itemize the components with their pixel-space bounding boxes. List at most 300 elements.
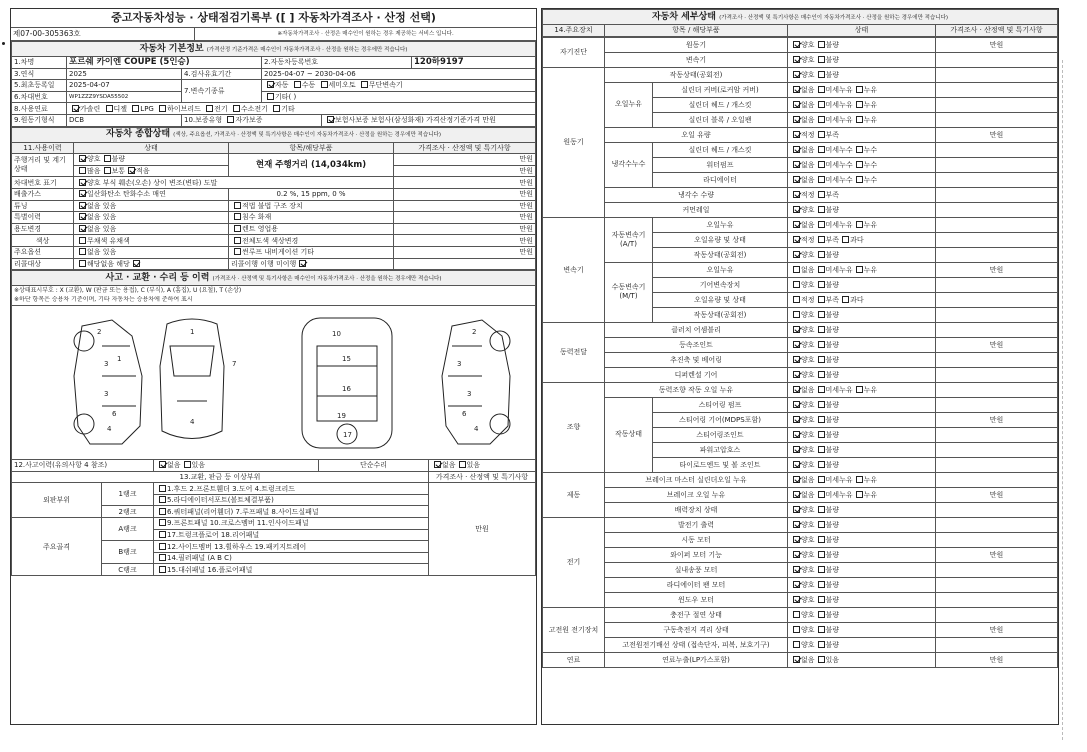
- recall-label: 리콜대상: [12, 258, 74, 270]
- checkbox-icon[interactable]: [818, 371, 825, 378]
- checkbox-icon[interactable]: [159, 554, 166, 561]
- rankA-items2-text: 17.트렁크플로어 18.리어패널: [167, 530, 260, 539]
- checkbox-icon[interactable]: [793, 611, 800, 618]
- part-status: [788, 247, 936, 262]
- fuel-label: 8.사용연료: [12, 103, 67, 115]
- part-label: 작동상태(공회전): [653, 247, 788, 262]
- part-label: 실내송풍 모터: [605, 562, 788, 577]
- doc-number: 제07-00-305363호: [11, 28, 195, 41]
- part-price: 만원: [936, 487, 1058, 502]
- rankB-items2-text: 14.필러패널 (A B C): [167, 554, 232, 563]
- svg-text:4: 4: [107, 425, 112, 434]
- checkbox-icon[interactable]: [128, 167, 135, 174]
- checkbox-icon[interactable]: [793, 521, 800, 528]
- status-option-label: 누유: [863, 85, 878, 94]
- checkbox-icon[interactable]: [856, 491, 863, 498]
- checkbox-icon[interactable]: [793, 41, 800, 48]
- checkbox-icon[interactable]: [818, 266, 825, 273]
- year-label: 3.연식: [12, 68, 67, 80]
- checkbox-icon[interactable]: [793, 596, 800, 603]
- part-label: 냉각수 수량: [605, 187, 788, 202]
- checkbox-icon[interactable]: [793, 401, 800, 408]
- checkbox-icon[interactable]: [818, 176, 825, 183]
- car-diagram: [12, 306, 536, 460]
- checkbox-icon[interactable]: [361, 81, 368, 88]
- checkbox-icon[interactable]: [267, 81, 274, 88]
- part-status: [788, 217, 936, 232]
- checkbox-icon[interactable]: [793, 371, 800, 378]
- part-price: [936, 322, 1058, 337]
- checkbox-icon[interactable]: [294, 81, 301, 88]
- checkbox-icon[interactable]: [793, 476, 800, 483]
- accident-label: 12.사고이력(유의사항 4 참조): [12, 460, 154, 472]
- detail-row: [543, 202, 1058, 217]
- checkbox-icon[interactable]: [818, 506, 825, 513]
- checkbox-icon[interactable]: [818, 401, 825, 408]
- checkbox-icon[interactable]: [818, 611, 825, 618]
- status-option-label: 있음: [825, 655, 840, 664]
- checkbox-icon[interactable]: [793, 416, 800, 423]
- checkbox-icon[interactable]: [793, 626, 800, 633]
- part-price: [936, 427, 1058, 442]
- checkbox-icon[interactable]: [79, 190, 86, 197]
- part-price: [936, 187, 1058, 202]
- checkbox-icon[interactable]: [818, 461, 825, 468]
- part-status: [788, 37, 936, 52]
- status-option-label: 없음: [801, 265, 815, 274]
- status-option-label: 양호: [801, 250, 815, 259]
- checkbox-icon[interactable]: [856, 161, 863, 168]
- checkbox-icon[interactable]: [793, 86, 800, 93]
- usage-change-state: [74, 223, 229, 235]
- checkbox-icon[interactable]: [818, 251, 825, 258]
- checkbox-icon[interactable]: [818, 221, 825, 228]
- checkbox-icon[interactable]: [818, 86, 825, 93]
- checkbox-icon[interactable]: [79, 237, 86, 244]
- detail-row: [543, 367, 1058, 382]
- part-label: 동력조향 작동 오일 누유: [605, 382, 788, 397]
- checkbox-icon[interactable]: [321, 81, 328, 88]
- svg-text:10: 10: [332, 330, 341, 339]
- part-price: [936, 607, 1058, 622]
- part-label: 워터펌프: [653, 157, 788, 172]
- status-option-label: 양호: [801, 550, 815, 559]
- detail-body: [542, 37, 1058, 668]
- trans-manual: 수동: [301, 81, 316, 90]
- part-price: [936, 457, 1058, 472]
- header-table: [11, 27, 536, 41]
- checkbox-icon[interactable]: [818, 656, 825, 663]
- checkbox-icon[interactable]: [818, 131, 825, 138]
- checkbox-icon[interactable]: [818, 71, 825, 78]
- checkbox-icon[interactable]: [793, 311, 800, 318]
- simple-none: 없음: [442, 461, 456, 470]
- checkbox-icon[interactable]: [159, 531, 166, 538]
- checkbox-icon[interactable]: [793, 431, 800, 438]
- outer-label: 외판부위: [12, 483, 102, 518]
- part-label: 타이로드엔드 및 볼 조인트: [653, 457, 788, 472]
- part-status: [788, 532, 936, 547]
- mileage-value: 현재 주행거리 (14,034km): [229, 154, 394, 177]
- checkbox-icon[interactable]: [132, 105, 139, 112]
- checkbox-icon[interactable]: [267, 93, 274, 100]
- checkbox-icon[interactable]: [818, 281, 825, 288]
- checkbox-icon[interactable]: [856, 146, 863, 153]
- status-option-label: 양호: [801, 205, 815, 214]
- checkbox-icon[interactable]: [793, 281, 800, 288]
- checkbox-icon[interactable]: [793, 641, 800, 648]
- part-price: [936, 532, 1058, 547]
- checkbox-icon[interactable]: [133, 260, 140, 267]
- checkbox-icon[interactable]: [793, 71, 800, 78]
- checkbox-icon[interactable]: [459, 461, 466, 468]
- checkbox-icon[interactable]: [273, 105, 280, 112]
- plate-value: 120하9197: [412, 57, 536, 69]
- col-item: 항목/해당부품: [229, 142, 394, 154]
- checkbox-icon[interactable]: [793, 296, 800, 303]
- detail-row: [543, 472, 1058, 487]
- checkbox-icon[interactable]: [234, 225, 241, 232]
- part-status: [788, 592, 936, 607]
- legend-note-1: ※상태표시부호 : X (교환), W (판금 또는 용접), C (부식), A (흠집), U (요철), T (손상): [12, 286, 536, 296]
- rankC-label: C랭크: [102, 564, 154, 576]
- checkbox-icon[interactable]: [818, 161, 825, 168]
- status-option-label: 없음: [801, 145, 815, 154]
- checkbox-icon[interactable]: [818, 641, 825, 648]
- checkbox-icon[interactable]: [793, 341, 800, 348]
- detail-row: [543, 577, 1058, 592]
- checkbox-icon[interactable]: [818, 521, 825, 528]
- detail-row: [543, 607, 1058, 622]
- device-group-label: 전기: [543, 517, 605, 607]
- checkbox-icon[interactable]: [793, 131, 800, 138]
- status-option-label: 불량: [825, 205, 840, 214]
- checkbox-icon[interactable]: [793, 446, 800, 453]
- checkbox-icon[interactable]: [234, 248, 241, 255]
- trans-other-label: 기타( ): [275, 93, 297, 102]
- general-title: 자동차 종합상태: [106, 129, 171, 140]
- checkbox-icon[interactable]: [793, 221, 800, 228]
- checkbox-icon[interactable]: [234, 202, 241, 209]
- checkbox-icon[interactable]: [818, 491, 825, 498]
- checkbox-icon[interactable]: [818, 476, 825, 483]
- status-option-label: 불량: [825, 565, 840, 574]
- checkbox-icon[interactable]: [793, 146, 800, 153]
- checkbox-icon[interactable]: [793, 266, 800, 273]
- part-status: [788, 277, 936, 292]
- checkbox-icon[interactable]: [856, 101, 863, 108]
- part-price: [936, 517, 1058, 532]
- status-option-label: 불량: [825, 280, 840, 289]
- checkbox-icon[interactable]: [818, 341, 825, 348]
- rankC-items-text: 15.대쉬패널 16.플로어패널: [167, 565, 253, 574]
- fuel-electric: 전기: [214, 104, 228, 113]
- checkbox-icon[interactable]: [79, 260, 86, 267]
- checkbox-icon[interactable]: [206, 105, 213, 112]
- checkbox-icon[interactable]: [856, 386, 863, 393]
- part-label: 디퍼렌셜 기어: [605, 367, 788, 382]
- checkbox-icon[interactable]: [793, 356, 800, 363]
- status-option-label: 양호: [801, 55, 815, 64]
- svg-text:15: 15: [342, 355, 351, 364]
- part-label: 스티어링 펌프: [653, 397, 788, 412]
- checkbox-icon[interactable]: [818, 41, 825, 48]
- checkbox-icon[interactable]: [818, 101, 825, 108]
- checkbox-icon[interactable]: [79, 167, 86, 174]
- status-option-label: 양호: [801, 595, 815, 604]
- checkbox-icon[interactable]: [299, 260, 306, 267]
- checkbox-icon[interactable]: [104, 155, 111, 162]
- detail-row: [543, 337, 1058, 352]
- checkbox-icon[interactable]: [793, 491, 800, 498]
- status-option-label: 양호: [801, 640, 815, 649]
- major-label: 주요골격: [12, 518, 102, 576]
- checkbox-icon[interactable]: [159, 496, 166, 503]
- fuel-other: 기타: [281, 104, 295, 113]
- usage-change-item: [229, 223, 394, 235]
- part-label: 원동기: [605, 37, 788, 52]
- detail-row: [543, 322, 1058, 337]
- rankB-items-text: 12.사이드멤버 13.휠하우스 19.패키지트레이: [167, 542, 307, 551]
- checkbox-icon[interactable]: [793, 566, 800, 573]
- checkbox-icon[interactable]: [818, 566, 825, 573]
- checkbox-icon[interactable]: [842, 236, 849, 243]
- rankC-items: [154, 564, 429, 576]
- part-label: 작동상태(공회전): [653, 307, 788, 322]
- checkbox-icon[interactable]: [856, 86, 863, 93]
- part-status: [788, 517, 936, 532]
- checkbox-icon[interactable]: [159, 105, 166, 112]
- device-group-label: 연료: [543, 652, 605, 667]
- status-option-label: 양호: [801, 610, 815, 619]
- form-title: 중고자동차성능 · 상태점검기록부 ([ ] 자동차가격조사 · 산정 선택): [111, 11, 436, 24]
- option-label: 주요옵션: [12, 246, 74, 258]
- engine-label: 9.원동기형식: [12, 114, 67, 126]
- part-label: 와이퍼 모터 기능: [605, 547, 788, 562]
- part-price: [936, 172, 1058, 187]
- svg-text:2: 2: [97, 328, 102, 337]
- price-unit-cell: 만원: [394, 223, 536, 235]
- part-status: [788, 322, 936, 337]
- col-price: 가격조사 · 산정액 및 특기사항: [936, 25, 1058, 37]
- checkbox-icon[interactable]: [818, 386, 825, 393]
- status-option-label: 양호: [801, 445, 815, 454]
- part-label: 등속조인트: [605, 337, 788, 352]
- checkbox-icon[interactable]: [818, 116, 825, 123]
- checkbox-icon[interactable]: [79, 248, 86, 255]
- option-state: [74, 246, 229, 258]
- checkbox-icon[interactable]: [793, 56, 800, 63]
- checkbox-icon[interactable]: [793, 161, 800, 168]
- checkbox-icon[interactable]: [793, 551, 800, 558]
- checkbox-icon[interactable]: [793, 656, 800, 663]
- checkbox-icon[interactable]: [106, 105, 113, 112]
- checkbox-icon[interactable]: [79, 213, 86, 220]
- checkbox-icon[interactable]: [159, 485, 166, 492]
- status-option-label: 누유: [863, 265, 878, 274]
- checkbox-icon[interactable]: [72, 105, 79, 112]
- svg-text:1: 1: [190, 328, 195, 337]
- checkbox-icon[interactable]: [793, 461, 800, 468]
- emission-label: 배출가스: [12, 188, 74, 200]
- checkbox-icon[interactable]: [818, 296, 825, 303]
- part-status: [788, 502, 936, 517]
- checkbox-icon[interactable]: [818, 236, 825, 243]
- car-frame-icon: [302, 318, 392, 448]
- option-options: 없음 있음: [87, 248, 117, 257]
- checkbox-icon[interactable]: [818, 326, 825, 333]
- status-option-label: 불량: [825, 640, 840, 649]
- detail-note: (가격조사 · 산정액 및 특기사항은 매수인이 자동차가격조사 · 산정을 원하는 경우에만 적습니다): [719, 14, 949, 21]
- detail-row: [543, 652, 1058, 667]
- checkbox-icon[interactable]: [104, 167, 111, 174]
- detail-row: [543, 397, 1058, 412]
- checkbox-icon[interactable]: [159, 461, 166, 468]
- checkbox-icon[interactable]: [234, 237, 241, 244]
- status-option-label: 미세누유: [825, 385, 853, 394]
- col-part: 항목 / 해당부품: [605, 25, 788, 37]
- part-label: 실린더 블록 / 오일팬: [653, 112, 788, 127]
- checkbox-icon[interactable]: [793, 581, 800, 588]
- checkbox-icon[interactable]: [159, 543, 166, 550]
- checkbox-icon[interactable]: [159, 566, 166, 573]
- checkbox-icon[interactable]: [79, 179, 86, 186]
- checkbox-icon[interactable]: [818, 56, 825, 63]
- warranty-label: 10.보증유형: [184, 116, 223, 125]
- checkbox-icon[interactable]: [818, 416, 825, 423]
- checkbox-icon[interactable]: [793, 116, 800, 123]
- price-unit-cell: 만원: [394, 212, 536, 224]
- detail-row: [543, 502, 1058, 517]
- tuning-label: 튜닝: [12, 200, 74, 212]
- checkbox-icon[interactable]: [184, 461, 191, 468]
- checkbox-icon[interactable]: [818, 446, 825, 453]
- checkbox-icon[interactable]: [818, 311, 825, 318]
- checkbox-icon[interactable]: [793, 536, 800, 543]
- checkbox-icon[interactable]: [793, 236, 800, 243]
- detail-row: [543, 547, 1058, 562]
- vin-mark-state: [74, 177, 394, 189]
- svg-text:3: 3: [104, 360, 109, 369]
- part-price: [936, 397, 1058, 412]
- engine-code: DCB: [69, 116, 85, 125]
- checkbox-icon[interactable]: [842, 296, 849, 303]
- bad-label: 불량: [111, 155, 126, 164]
- svg-text:4: 4: [474, 425, 479, 434]
- checkbox-icon[interactable]: [79, 225, 86, 232]
- status-option-label: 누유: [863, 475, 878, 484]
- checkbox-icon[interactable]: [79, 202, 86, 209]
- checkbox-icon[interactable]: [818, 146, 825, 153]
- detail-row: [543, 592, 1058, 607]
- status-option-label: 미세누유: [825, 220, 853, 229]
- device-group-label: 고전원 전기장치: [543, 607, 605, 652]
- mileage-state-b: 많음 보통 적음: [74, 165, 229, 177]
- detail-row: [543, 562, 1058, 577]
- checkbox-icon[interactable]: [818, 431, 825, 438]
- checkbox-icon[interactable]: [793, 506, 800, 513]
- part-label: 추진축 및 베어링: [605, 352, 788, 367]
- status-option-label: 양호: [801, 580, 815, 589]
- checkbox-icon[interactable]: [818, 536, 825, 543]
- option-item-options: 썬루프 내비게이션 기타: [242, 248, 315, 257]
- status-option-label: 없음: [801, 385, 815, 394]
- checkbox-icon[interactable]: [818, 581, 825, 588]
- status-option-label: 누수: [863, 145, 878, 154]
- checkbox-icon[interactable]: [159, 519, 166, 526]
- status-option-label: 불량: [825, 70, 840, 79]
- checkbox-icon[interactable]: [818, 356, 825, 363]
- checkbox-icon[interactable]: [159, 508, 166, 515]
- checkbox-icon[interactable]: [818, 191, 825, 198]
- detail-row: [543, 142, 1058, 157]
- checkbox-icon[interactable]: [856, 176, 863, 183]
- checkbox-icon[interactable]: [818, 596, 825, 603]
- checkbox-icon[interactable]: [227, 116, 234, 123]
- part-label: 기어변속장치: [653, 277, 788, 292]
- status-option-label: 미세누유: [825, 475, 853, 484]
- part-price: 만원: [936, 652, 1058, 667]
- part-status: [788, 202, 936, 217]
- detail-row: [543, 37, 1058, 52]
- part-price: [936, 562, 1058, 577]
- color-item-options: 전체도색 색상변경: [242, 236, 299, 245]
- checkbox-icon[interactable]: [818, 551, 825, 558]
- svg-text:16: 16: [342, 385, 351, 394]
- status-option-label: 불량: [825, 580, 840, 589]
- checkbox-icon[interactable]: [327, 116, 334, 123]
- status-option-label: 불량: [825, 370, 840, 379]
- color-label: 색상: [12, 235, 74, 247]
- checkbox-icon[interactable]: [234, 213, 241, 220]
- checkbox-icon[interactable]: [793, 206, 800, 213]
- status-option-label: 불량: [825, 340, 840, 349]
- status-option-label: 불량: [825, 595, 840, 604]
- col-state: 상태: [74, 142, 229, 154]
- checkbox-icon[interactable]: [793, 176, 800, 183]
- checkbox-icon[interactable]: [856, 476, 863, 483]
- checkbox-icon[interactable]: [434, 461, 441, 468]
- checkbox-icon[interactable]: [233, 105, 240, 112]
- part-label: 스티어링조인트: [653, 427, 788, 442]
- rankB-items2: [154, 552, 429, 564]
- part-status: [788, 637, 936, 652]
- checkbox-icon[interactable]: [856, 221, 863, 228]
- checkbox-icon[interactable]: [818, 206, 825, 213]
- checkbox-icon[interactable]: [793, 251, 800, 258]
- status-option-label: 양호: [801, 505, 815, 514]
- checkbox-icon[interactable]: [856, 266, 863, 273]
- status-option-label: 미세누유: [825, 85, 853, 94]
- checkbox-icon[interactable]: [856, 116, 863, 123]
- part-label: 구동축전지 격리 상태: [605, 622, 788, 637]
- svg-text:3: 3: [467, 390, 472, 399]
- checkbox-icon[interactable]: [793, 191, 800, 198]
- checkbox-icon[interactable]: [793, 101, 800, 108]
- part-price: [936, 52, 1058, 67]
- svg-text:1: 1: [117, 355, 122, 364]
- checkbox-icon[interactable]: [793, 386, 800, 393]
- device-group-label: 제동: [543, 472, 605, 517]
- status-option-label: 양호: [801, 70, 815, 79]
- checkbox-icon[interactable]: [793, 326, 800, 333]
- part-status: [788, 622, 936, 637]
- special-options: 없음 있음: [87, 213, 117, 222]
- checkbox-icon[interactable]: [818, 626, 825, 633]
- good-label: 양호: [87, 155, 101, 164]
- checkbox-icon[interactable]: [79, 155, 86, 162]
- status-option-label: 양호: [801, 370, 815, 379]
